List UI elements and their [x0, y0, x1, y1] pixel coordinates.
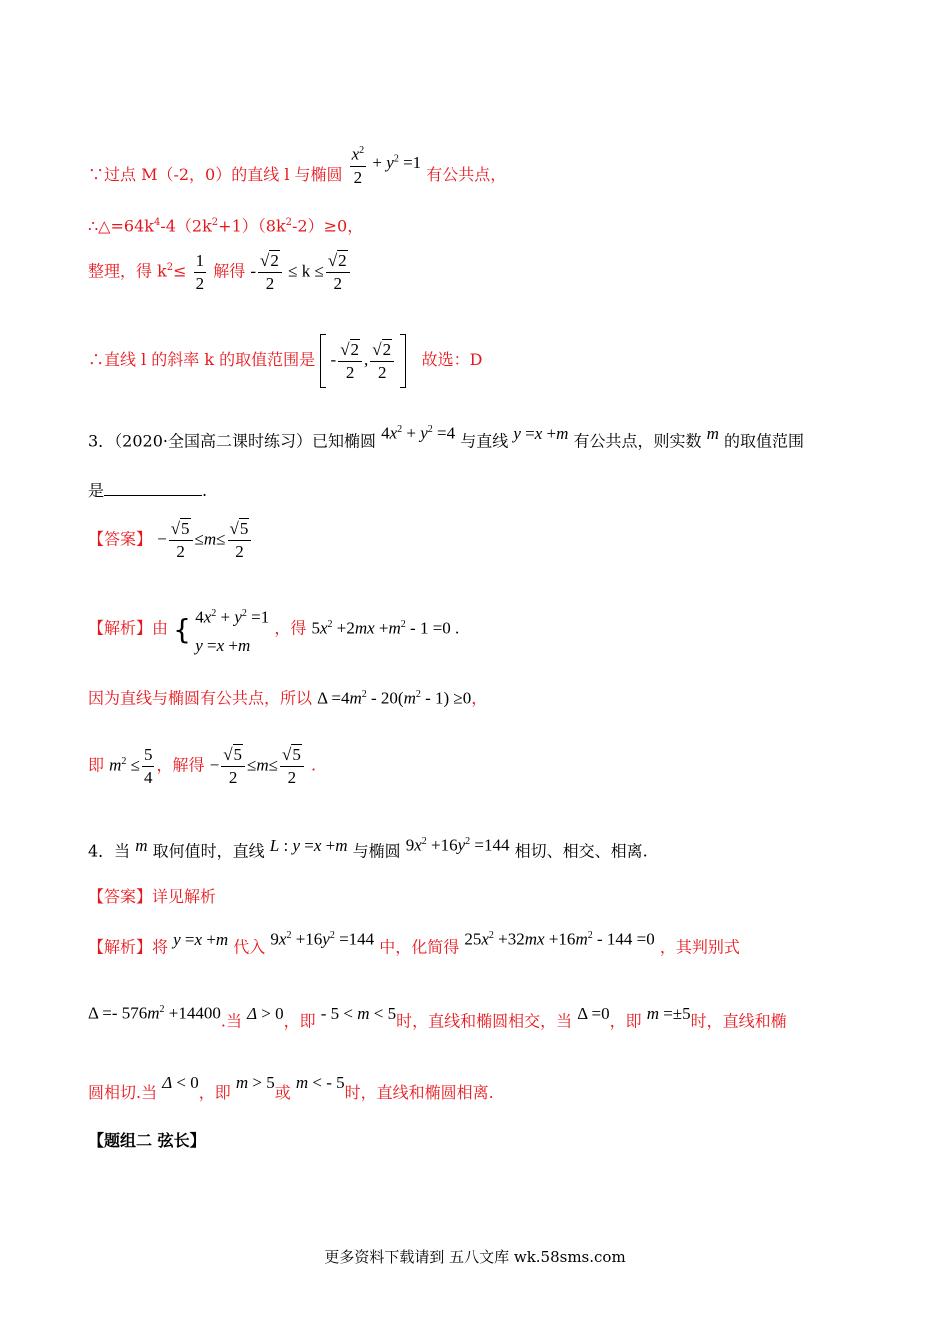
equation: y =x +m: [173, 929, 229, 949]
variable: m: [135, 835, 148, 855]
text: ，即: [283, 1011, 316, 1031]
text: 与直线: [460, 431, 509, 451]
analysis-tag: 【解析】: [88, 618, 153, 638]
text: 故选：D: [421, 349, 483, 369]
question-3: [88, 423, 804, 452]
text: ，其判别式: [659, 937, 740, 957]
text: 由: [152, 618, 169, 638]
text: .当: [220, 1011, 242, 1031]
equation: $5x^2 +2mx +m^2 - 1 =0$ .: [311, 618, 460, 638]
equation: $m^2$ ≤ $\frac{5}{4}$: [109, 745, 153, 787]
equation: L : y =x +m: [269, 835, 348, 855]
equation: Δ =0: [577, 1003, 610, 1023]
text: 解得: [213, 261, 246, 281]
text: 是: [88, 481, 105, 500]
equation: $25x^2 +32mx +16m^2 - 144 =0$: [464, 929, 655, 949]
text: 4．当: [88, 841, 131, 861]
text: 代入: [233, 937, 266, 957]
equation: − $\frac{√5}{2}$ ≤m≤ $\frac{√5}{2}$: [210, 744, 306, 789]
system-of-equations: { $4x^2 + y^2 =1$ y =x +m: [173, 607, 270, 655]
footer-text: 更多资料下载请到 五八文库 wk.58sms.com: [324, 1248, 626, 1266]
equation: $9x^2 +16y^2 =144$: [405, 835, 510, 855]
equation: m =±5: [646, 1003, 691, 1023]
sup: 2: [211, 217, 219, 228]
text: ，即: [198, 1083, 231, 1102]
equation: - 5 < m < 5: [320, 1003, 397, 1023]
text: ∴直线 l 的斜率 k 的取值范围是: [88, 349, 316, 369]
analysis-3-line-3: [88, 744, 316, 789]
equation: $\Delta =4m^2 - 20(m^2 - 1) \ge 0$: [317, 688, 472, 708]
text: 的取值范围: [723, 431, 804, 451]
k-range: - $\frac{√2}{2}$ ≤ k ≤ $\frac{√2}{2}$: [250, 250, 351, 295]
question-3-line-2: [88, 480, 207, 501]
fraction-half: $\frac{1}{2}$: [195, 251, 205, 293]
text: ，解得: [156, 755, 205, 775]
slope-interval: - $\frac{√2}{2}$ , $\frac{√2}{2}$: [320, 334, 406, 388]
answer-3: [88, 518, 253, 563]
equation: $4x^2 + y^2 =4$: [381, 423, 456, 443]
ellipse-equation-1: $\frac{x^2}{2}$ + $y^2 =1$: [348, 140, 422, 189]
text: 中，化简得: [379, 937, 460, 957]
equation: Δ > 0: [247, 1003, 284, 1023]
text: 即: [88, 755, 105, 775]
para-line-2: [88, 213, 363, 236]
text: 时，直线和椭圆相交，当: [396, 1011, 573, 1031]
answer-range: − $\frac{√5}{2}$ ≤m≤ $\frac{√5}{2}$: [157, 518, 253, 563]
text: .: [310, 755, 317, 775]
sup: 2: [285, 217, 293, 228]
para-line-1: [88, 144, 507, 201]
text: +1）（8k: [218, 216, 286, 236]
analysis-4-line-3: [88, 1073, 494, 1103]
text: 因为直线与椭圆有公共点，所以: [88, 688, 313, 708]
text: -2）≥0，: [292, 216, 364, 236]
analysis-4-line-2: [88, 1003, 787, 1032]
text: 详见解析: [152, 887, 217, 906]
analysis-tag: 【解析】: [88, 937, 153, 957]
variable: m: [706, 423, 719, 443]
sup: 2: [166, 262, 174, 274]
line-1-lead: ∵过点 M（-2，0）的直线 l 与椭圆: [88, 165, 343, 185]
equation: m < - 5: [295, 1073, 345, 1092]
text: ，: [471, 688, 488, 708]
text: 取何值时，直线: [152, 841, 265, 861]
line-1-tail: 有公共点，: [426, 165, 507, 185]
para-line-3: [88, 250, 352, 295]
sup: 4: [153, 217, 161, 228]
text: 时，直线和椭: [690, 1011, 787, 1031]
text: 或: [274, 1083, 291, 1102]
equation: $9x^2 +16y^2 =144$: [270, 929, 375, 949]
analysis-4: [88, 929, 740, 958]
text: 与椭圆: [352, 841, 401, 861]
equation: Δ < 0: [162, 1073, 199, 1092]
text: 整理，得 k: [88, 261, 167, 281]
para-line-4: [88, 334, 482, 388]
text: ，即: [609, 1011, 642, 1031]
text: 相切、相交、相离.: [514, 841, 648, 861]
equation: $\Delta =- 576m^2 +14400$: [88, 1003, 221, 1023]
analysis-3-line-2: [88, 685, 487, 709]
text: 3．（2020·全国高二课时练习）已知椭圆: [88, 431, 376, 451]
analysis-3: [88, 600, 459, 660]
answer-blank: [104, 480, 202, 496]
text: .: [202, 481, 208, 500]
answer-tag: 【答案】: [88, 887, 153, 906]
answer-4: [88, 887, 216, 907]
text: 圆相切.当: [88, 1083, 158, 1102]
section-title: 【题组二 弦长】: [88, 1131, 206, 1150]
equation: y =x +m: [513, 423, 569, 443]
text: ≤: [173, 261, 187, 281]
equation: m > 5: [235, 1073, 275, 1092]
answer-tag: 【答案】: [88, 529, 153, 549]
discriminant-text: ∴△=64k: [88, 216, 154, 236]
text: 将: [152, 937, 169, 957]
question-4: [88, 835, 648, 862]
text: -4（2k: [160, 216, 212, 236]
text: 有公共点，则实数: [573, 431, 702, 451]
text: 时，直线和椭圆相离.: [344, 1083, 494, 1102]
text: ，得: [274, 618, 307, 638]
